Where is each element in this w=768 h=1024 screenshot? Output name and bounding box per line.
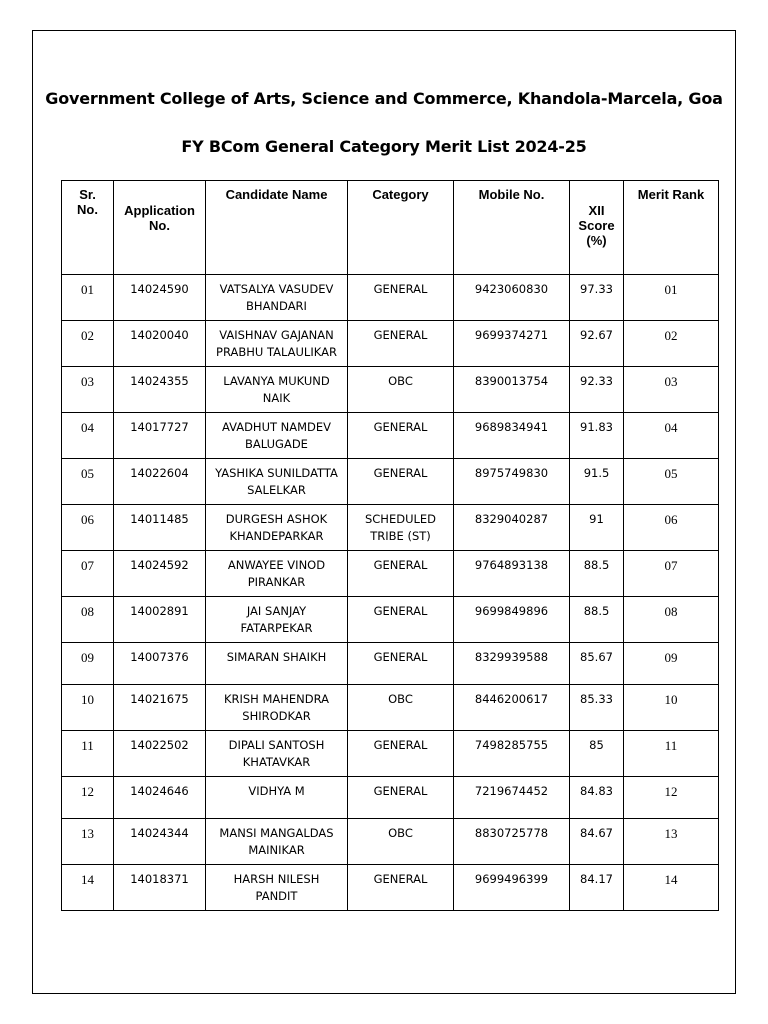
merit-rank-cell — [624, 551, 719, 597]
merit-rank-cell-text: 02 — [664, 328, 678, 343]
candidate-name-cell-line: DIPALI SANTOSH — [228, 738, 325, 752]
candidate-name-cell-line: PRABHU TALAULIKAR — [216, 345, 337, 359]
category-cell-line: GENERAL — [373, 872, 428, 886]
mobile-no-cell — [454, 685, 570, 731]
category-cell — [348, 777, 454, 819]
xii-score-cell-text: 91 — [589, 512, 604, 526]
xii-score-cell — [570, 731, 624, 777]
table-row — [62, 643, 719, 685]
application-no-cell — [114, 367, 206, 413]
application-no-cell — [114, 777, 206, 819]
category-cell — [348, 865, 454, 911]
candidate-name-cell-line: SALELKAR — [247, 483, 306, 497]
table-row — [62, 551, 719, 597]
merit-rank-cell — [624, 413, 719, 459]
xii-score-cell-text: 85.33 — [580, 692, 613, 706]
xii-score-cell — [570, 597, 624, 643]
application-no-cell — [114, 413, 206, 459]
sr-no-cell-text: 03 — [81, 374, 94, 389]
merit-rank-cell-text: 14 — [664, 872, 678, 887]
sr-no-cell — [62, 505, 114, 551]
merit-rank-cell — [624, 597, 719, 643]
xii-score-cell — [570, 685, 624, 731]
table-row — [62, 777, 719, 819]
candidate-name-cell-line: SIMARAN SHAIKH — [226, 650, 327, 664]
table-row — [62, 413, 719, 459]
sr-no-cell — [62, 275, 114, 321]
candidate-name-cell-line: SHIRODKAR — [242, 709, 311, 723]
candidate-name-cell — [206, 321, 348, 367]
category-cell-line: GENERAL — [373, 738, 428, 752]
mobile-no-cell — [454, 819, 570, 865]
sr-no-cell-text: 11 — [81, 738, 94, 753]
category-cell — [348, 413, 454, 459]
merit-rank-cell — [624, 275, 719, 321]
table-row — [62, 321, 719, 367]
category-cell-line: OBC — [388, 374, 413, 388]
category-cell-line: OBC — [388, 826, 413, 840]
xii-score-cell-text: 84.83 — [580, 784, 613, 798]
category-cell-line: GENERAL — [373, 784, 428, 798]
mobile-no-cell-text: 8329040287 — [474, 512, 549, 526]
mobile-no-cell-text: 7219674452 — [474, 784, 549, 798]
mobile-no-cell-text: 8446200617 — [474, 692, 549, 706]
candidate-name-cell-line: ANWAYEE VINOD — [227, 558, 326, 572]
candidate-name-cell-line: YASHIKA SUNILDATTA — [215, 466, 338, 480]
sr-no-cell — [62, 865, 114, 911]
category-cell-line: GENERAL — [373, 650, 428, 664]
mobile-no-cell-text: 9699496399 — [474, 872, 549, 886]
table-row — [62, 685, 719, 731]
xii-score-cell — [570, 413, 624, 459]
mobile-no-cell-text: 8830725778 — [474, 826, 549, 840]
college-name: Government College of Arts, Science and Commerce, Khandola-Marcela, Goa — [45, 89, 723, 108]
category-cell-line: OBC — [388, 692, 413, 706]
mobile-no-cell — [454, 275, 570, 321]
merit-rank-cell-text: 05 — [664, 466, 678, 481]
sr-no-cell — [62, 367, 114, 413]
mobile-no-cell — [454, 367, 570, 413]
header-mobile-no: Mobile No. — [454, 181, 570, 275]
category-cell — [348, 459, 454, 505]
sr-no-cell — [62, 731, 114, 777]
sr-no-cell — [62, 685, 114, 731]
sr-no-cell — [62, 321, 114, 367]
application-no-cell — [114, 597, 206, 643]
category-cell — [348, 367, 454, 413]
sr-no-cell — [62, 413, 114, 459]
table-header-row — [62, 181, 719, 275]
application-no-cell — [114, 321, 206, 367]
mobile-no-cell — [454, 731, 570, 777]
category-cell — [348, 643, 454, 685]
merit-rank-cell-text: 09 — [664, 650, 678, 665]
category-cell — [348, 819, 454, 865]
merit-rank-cell — [624, 777, 719, 819]
xii-score-cell — [570, 551, 624, 597]
sr-no-cell-text: 12 — [81, 784, 94, 799]
candidate-name-cell — [206, 643, 348, 685]
category-cell-line: GENERAL — [373, 604, 428, 618]
application-no-cell-text: 14024592 — [130, 558, 189, 572]
application-no-cell-text: 14017727 — [130, 420, 189, 434]
category-cell — [348, 321, 454, 367]
table-row — [62, 367, 719, 413]
candidate-name-cell-line: DURGESH ASHOK — [225, 512, 328, 526]
category-cell — [348, 731, 454, 777]
mobile-no-cell-text: 9699849896 — [474, 604, 549, 618]
merit-rank-cell-text: 06 — [664, 512, 678, 527]
candidate-name-cell-line: VAISHNAV GAJANAN — [219, 328, 334, 342]
candidate-name-cell-line: LAVANYA MUKUND — [223, 374, 330, 388]
application-no-cell-text: 14022502 — [130, 738, 189, 752]
application-no-cell — [114, 819, 206, 865]
table-row — [62, 597, 719, 643]
candidate-name-cell-line: VATSALYA VASUDEV — [219, 282, 334, 296]
mobile-no-cell — [454, 551, 570, 597]
candidate-name-cell — [206, 819, 348, 865]
candidate-name-cell-line: MAINIKAR — [248, 843, 305, 857]
mobile-no-cell — [454, 321, 570, 367]
merit-rank-cell — [624, 819, 719, 865]
application-no-cell-text: 14018371 — [130, 872, 189, 886]
candidate-name-cell — [206, 551, 348, 597]
category-cell — [348, 275, 454, 321]
xii-score-cell — [570, 865, 624, 911]
mobile-no-cell — [454, 643, 570, 685]
candidate-name-cell-line: NAIK — [262, 391, 291, 405]
mobile-no-cell-text: 9699374271 — [474, 328, 549, 342]
xii-score-cell-text: 85 — [589, 738, 604, 752]
xii-score-cell — [570, 321, 624, 367]
xii-score-cell-text: 88.5 — [583, 558, 610, 572]
header-candidate-name: Candidate Name — [206, 181, 348, 275]
category-cell-line: GENERAL — [373, 558, 428, 572]
xii-score-cell — [570, 819, 624, 865]
candidate-name-cell-line: HARSH NILESH — [233, 872, 320, 886]
application-no-cell-text: 14024344 — [130, 826, 189, 840]
application-no-cell — [114, 685, 206, 731]
sr-no-cell-text: 10 — [81, 692, 94, 707]
xii-score-cell-text: 92.67 — [580, 328, 613, 342]
sr-no-cell-text: 02 — [81, 328, 94, 343]
application-no-cell-text: 14007376 — [130, 650, 189, 664]
sr-no-cell-text: 13 — [81, 826, 94, 841]
table-row — [62, 731, 719, 777]
application-no-cell — [114, 275, 206, 321]
category-cell-line: GENERAL — [373, 420, 428, 434]
sr-no-cell-text: 08 — [81, 604, 94, 619]
header-sr-no: Sr. No. — [62, 181, 114, 275]
candidate-name-cell — [206, 413, 348, 459]
sr-no-cell-text: 05 — [81, 466, 94, 481]
sr-no-cell-text: 06 — [81, 512, 94, 527]
merit-rank-cell — [624, 731, 719, 777]
application-no-cell-text: 14020040 — [130, 328, 189, 342]
xii-score-cell-text: 92.33 — [580, 374, 613, 388]
category-cell-line: SCHEDULED — [364, 512, 437, 526]
candidate-name-cell — [206, 865, 348, 911]
table-body — [62, 275, 719, 911]
candidate-name-cell-line: JAI SANJAY — [246, 604, 307, 618]
candidate-name-cell-line: PIRANKAR — [247, 575, 306, 589]
candidate-name-cell — [206, 731, 348, 777]
category-cell — [348, 597, 454, 643]
merit-rank-cell-text: 10 — [664, 692, 678, 707]
merit-rank-cell — [624, 459, 719, 505]
candidate-name-cell-line: BHANDARI — [246, 299, 307, 313]
candidate-name-cell — [206, 275, 348, 321]
mobile-no-cell — [454, 413, 570, 459]
xii-score-cell-text: 84.67 — [580, 826, 613, 840]
sr-no-cell-text: 04 — [81, 420, 94, 435]
application-no-cell-text: 14024355 — [130, 374, 189, 388]
candidate-name-cell-line: MANSI MANGALDAS — [219, 826, 334, 840]
application-no-cell-text: 14024590 — [130, 282, 189, 296]
candidate-name-cell-line: PANDIT — [255, 889, 298, 903]
mobile-no-cell — [454, 597, 570, 643]
xii-score-cell-text: 85.67 — [580, 650, 613, 664]
candidate-name-cell — [206, 777, 348, 819]
mobile-no-cell — [454, 459, 570, 505]
merit-rank-cell-text: 03 — [664, 374, 678, 389]
sr-no-cell-text: 14 — [81, 872, 94, 887]
sr-no-cell — [62, 819, 114, 865]
application-no-cell-text: 14021675 — [130, 692, 189, 706]
header-category: Category — [348, 181, 454, 275]
sr-no-cell — [62, 551, 114, 597]
merit-rank-cell — [624, 505, 719, 551]
mobile-no-cell-text: 7498285755 — [474, 738, 549, 752]
header-application-no: Application No. — [114, 181, 206, 275]
xii-score-cell-text: 97.33 — [580, 282, 613, 296]
xii-score-cell-text: 84.17 — [580, 872, 613, 886]
table-row — [62, 865, 719, 911]
xii-score-cell — [570, 459, 624, 505]
category-cell-line: GENERAL — [373, 282, 428, 296]
sr-no-cell-text: 07 — [81, 558, 94, 573]
merit-rank-cell-text: 08 — [664, 604, 678, 619]
category-cell-line: GENERAL — [373, 466, 428, 480]
candidate-name-cell-line: KHANDEPARKAR — [229, 529, 324, 543]
category-cell — [348, 551, 454, 597]
merit-rank-cell-text: 11 — [664, 738, 678, 753]
mobile-no-cell — [454, 865, 570, 911]
xii-score-cell-text: 91.5 — [583, 466, 610, 480]
merit-rank-cell — [624, 643, 719, 685]
mobile-no-cell-text: 9689834941 — [474, 420, 549, 434]
mobile-no-cell-text: 9764893138 — [474, 558, 549, 572]
candidate-name-cell — [206, 459, 348, 505]
application-no-cell — [114, 505, 206, 551]
sr-no-cell — [62, 597, 114, 643]
sr-no-cell — [62, 459, 114, 505]
application-no-cell — [114, 459, 206, 505]
category-cell — [348, 685, 454, 731]
xii-score-cell — [570, 367, 624, 413]
table-row — [62, 819, 719, 865]
merit-rank-cell — [624, 865, 719, 911]
table-row — [62, 505, 719, 551]
xii-score-cell — [570, 777, 624, 819]
xii-score-cell — [570, 643, 624, 685]
header-xii-score: XII Score (%) — [570, 181, 624, 275]
merit-list-title: FY BCom General Category Merit List 2024-25 — [181, 137, 587, 156]
sr-no-cell-text: 09 — [81, 650, 94, 665]
application-no-cell-text: 14011485 — [130, 512, 189, 526]
candidate-name-cell-line: KHATAVKAR — [242, 755, 311, 769]
category-cell-line: GENERAL — [373, 328, 428, 342]
sr-no-cell-text: 01 — [81, 282, 94, 297]
merit-rank-cell — [624, 367, 719, 413]
mobile-no-cell-text: 8975749830 — [474, 466, 549, 480]
merit-rank-cell-text: 01 — [664, 282, 678, 297]
table-row — [62, 275, 719, 321]
mobile-no-cell — [454, 777, 570, 819]
application-no-cell — [114, 865, 206, 911]
candidate-name-cell-line: AVADHUT NAMDEV — [221, 420, 332, 434]
application-no-cell — [114, 551, 206, 597]
candidate-name-cell — [206, 685, 348, 731]
merit-rank-cell-text: 07 — [664, 558, 678, 573]
merit-list-table — [61, 180, 719, 911]
application-no-cell — [114, 731, 206, 777]
xii-score-cell-text: 88.5 — [583, 604, 610, 618]
mobile-no-cell-text: 9423060830 — [474, 282, 549, 296]
header-merit-rank: Merit Rank — [624, 181, 719, 275]
sr-no-cell — [62, 777, 114, 819]
category-cell — [348, 505, 454, 551]
table-row — [62, 459, 719, 505]
merit-rank-cell-text: 04 — [664, 420, 678, 435]
candidate-name-cell — [206, 505, 348, 551]
xii-score-cell — [570, 505, 624, 551]
candidate-name-cell-line: FATARPEKAR — [240, 621, 313, 635]
candidate-name-cell-line: KRISH MAHENDRA — [223, 692, 330, 706]
application-no-cell-text: 14024646 — [130, 784, 189, 798]
merit-rank-cell — [624, 321, 719, 367]
mobile-no-cell-text: 8390013754 — [474, 374, 549, 388]
candidate-name-cell — [206, 367, 348, 413]
sr-no-cell — [62, 643, 114, 685]
category-cell-line: TRIBE (ST) — [370, 529, 431, 543]
candidate-name-cell — [206, 597, 348, 643]
xii-score-cell — [570, 275, 624, 321]
candidate-name-cell-line: VIDHYA M — [248, 784, 305, 798]
mobile-no-cell — [454, 505, 570, 551]
merit-rank-cell-text: 12 — [664, 784, 678, 799]
mobile-no-cell-text: 8329939588 — [474, 650, 549, 664]
application-no-cell-text: 14002891 — [130, 604, 189, 618]
application-no-cell — [114, 643, 206, 685]
merit-rank-cell-text: 13 — [664, 826, 678, 841]
xii-score-cell-text: 91.83 — [580, 420, 613, 434]
merit-rank-cell — [624, 685, 719, 731]
application-no-cell-text: 14022604 — [130, 466, 189, 480]
candidate-name-cell-line: BALUGADE — [245, 437, 308, 451]
